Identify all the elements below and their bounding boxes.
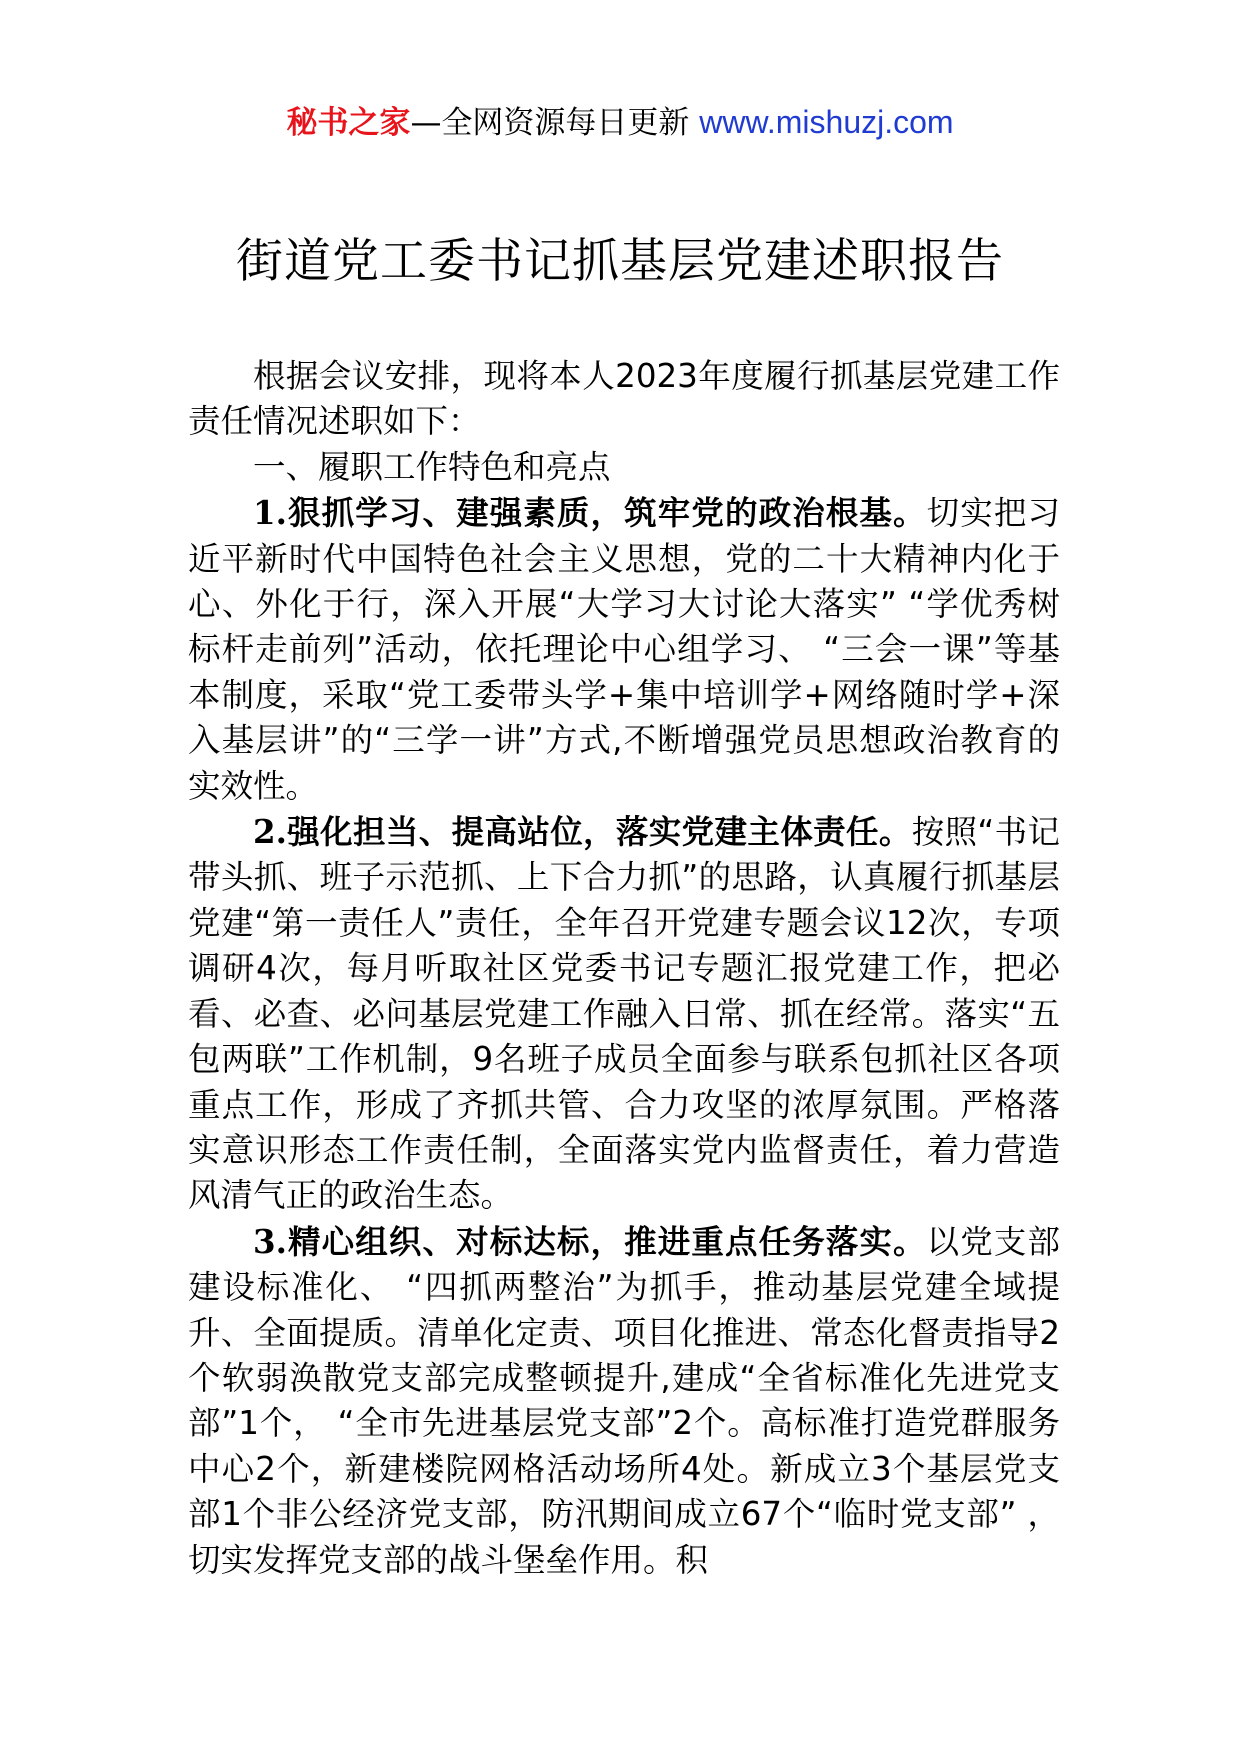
item-paragraph-1: [188, 490, 1060, 809]
site-url[interactable]: www.mishuzj.com: [699, 104, 954, 140]
item-lead: 3.精心组织、对标达标，推进重点任务落实。: [253, 1221, 927, 1261]
item-paragraph-2: [188, 809, 1060, 1219]
item-lead: 1.狠抓学习、建强素质，筑牢党的政治根基。: [253, 493, 927, 533]
item-lead: 2.强化担当、提高站位，落实党建主体责任。: [253, 812, 912, 852]
watermark-header: [0, 100, 1240, 145]
brand-name: 秘书之家: [286, 105, 411, 141]
document-body: [188, 354, 1060, 1583]
document-title: 街道党工委书记抓基层党建述职报告: [236, 234, 1004, 289]
item-text: 切实把习近平新时代中国特色社会主义思想，党的二十大精神内化于心、外化于行，深入开展“大学习大讨论大落实” “学优秀树标杆走前列”活动，依托理论中心组学习、 “三会一课”等基本制度，采取“党工委带头学+集中培训学+网络随时学+深入基层讲”的“三学一讲”方式,不断增强党员思想政治教育的实效性。: [188, 494, 1060, 805]
item-text: 以党支部建设标准化、 “四抓两整治”为抓手，推动基层党建全域提升、全面提质。清单化定责、项目化推进、常态化督责指导2个软弱涣散党支部完成整顿提升,建成“全省标准化先进党支部”1个， “全市先进基层党支部”2个。高标准打造党群服务中心2个，新建楼院网格活动场所4处。新成立3个基层党支部1个非公经济党支部，防汛期间成立67个“临时党支部” ，切实发挥党支部的战斗堡垒作用。积: [188, 1222, 1060, 1579]
item-paragraph-3: [188, 1219, 1060, 1583]
section-heading: 一、履职工作特色和亮点: [253, 447, 611, 486]
item-text: 按照“书记带头抓、班子示范抓、上下合力抓”的思路，认真履行抓基层党建“第一责任人”责任，全年召开党建专题会议12次，专项调研4次，每月听取社区党委书记专题汇报党建工作，把必看、必查、必问基层党建工作融入日常、抓在经常。落实“五包两联”工作机制，9名班子成员全面参与联系包抓社区各项重点工作，形成了齐抓共管、合力攻坚的浓厚氛围。严格落实意识形态工作责任制，全面落实党内监督责任，着力营造风清气正的政治生态。: [188, 813, 1060, 1215]
header-tagline: —全网资源每日更新: [410, 105, 700, 141]
intro-paragraph: 根据会议安排，现将本人2023年度履行抓基层党建工作责任情况述职如下：: [188, 357, 1060, 441]
